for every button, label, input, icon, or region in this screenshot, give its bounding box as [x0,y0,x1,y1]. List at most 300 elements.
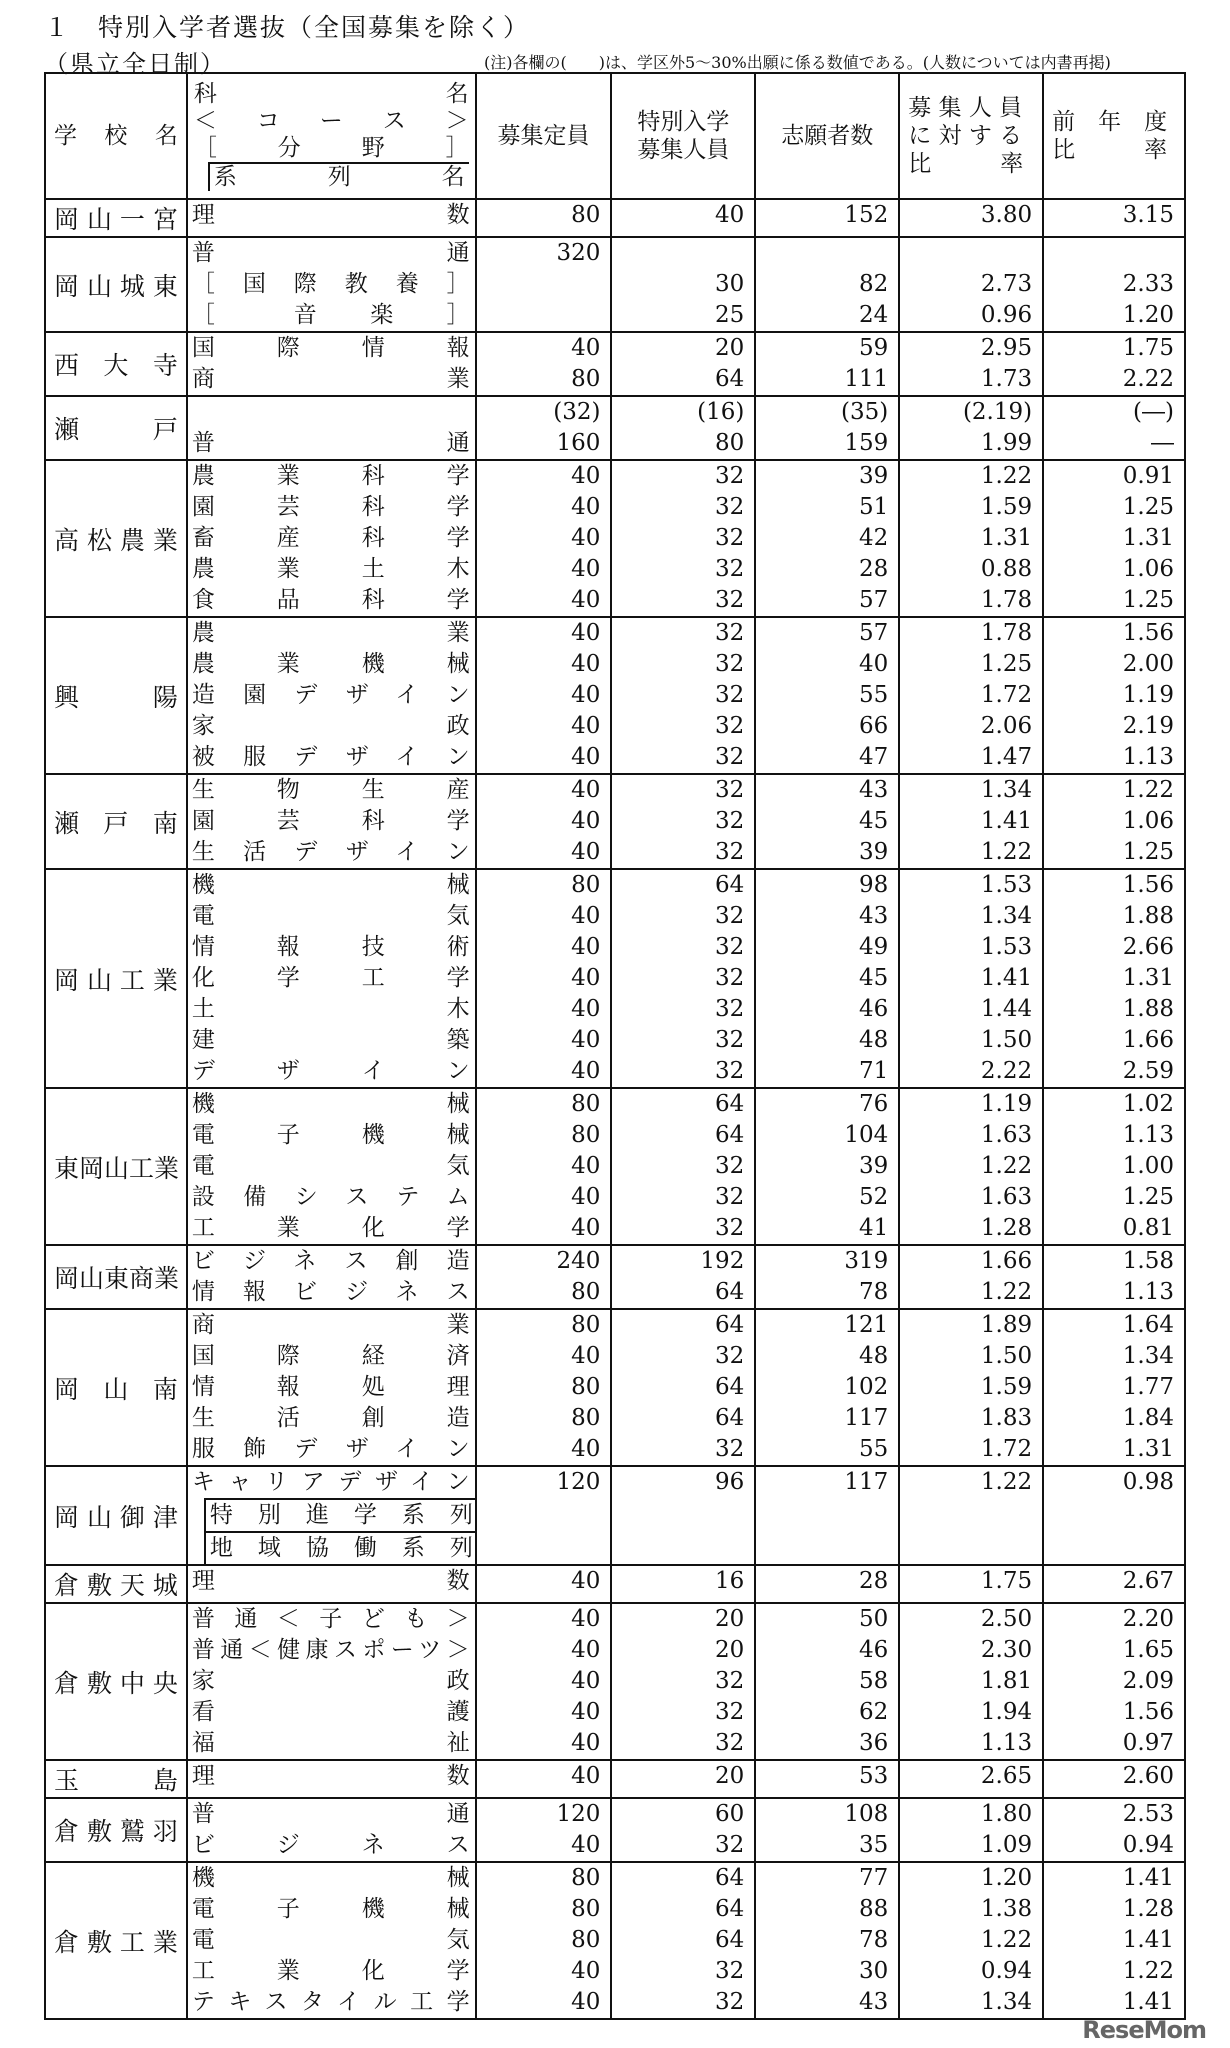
special-cell [611,1760,755,1798]
dept-cell [187,237,476,332]
prev-value: 1.19 [1122,682,1174,708]
capacity-cell [476,1862,612,2019]
prev-cell [1043,1565,1185,1603]
prev-value: 0.81 [1122,1215,1174,1241]
prev-cell [1043,460,1185,617]
prev-value [1044,238,1184,269]
applicants-value: 104 [844,1122,889,1148]
school-row [45,1565,1185,1603]
prev-value: 1.13 [1122,1279,1174,1305]
capacity-value: 40 [571,525,601,551]
capacity-value: 40 [571,777,601,803]
header-course-line2: ＜ コ ー ス ＞ [193,108,469,134]
capacity-value: 40 [571,1763,601,1789]
dept-cell [187,1245,476,1309]
special-value: 96 [715,1469,745,1495]
applicants-value: 28 [858,1568,889,1594]
school-row [45,199,1185,237]
dept-cell [187,1603,476,1760]
ratio-value: 1.34 [980,1989,1033,2015]
page-subtitle: （県立全日制） [44,50,226,78]
ratio-value [900,238,1042,269]
applicants-value: 39 [858,463,889,489]
special-value: 32 [715,744,745,770]
ratio-value: 1.63 [980,1122,1033,1148]
ratio-value: 1.66 [980,1248,1033,1274]
prev-value: 1.31 [1122,525,1174,551]
special-cell [611,1603,755,1760]
ratio-cell [899,1862,1043,2019]
dept-cell [187,1862,476,2019]
applicants-value: 45 [858,808,889,834]
capacity-value: 80 [571,1091,601,1117]
prev-value: 2.59 [1122,1058,1174,1084]
special-value: 32 [715,777,745,803]
dept-name: 生活デザイン [191,839,471,865]
ratio-value: 0.96 [980,302,1033,328]
applicants-value: 45 [858,965,889,991]
capacity-value: 40 [571,1343,601,1369]
applicants-cell [755,199,899,237]
applicants-value: 41 [858,1215,889,1241]
special-value: 20 [715,335,745,361]
dept-name: 工 業 化 学 [191,1215,471,1241]
prev-value: 1.13 [1122,1122,1174,1148]
prev-cell [1043,237,1185,332]
applicants-value: 39 [858,839,889,865]
school-row [45,1862,1185,2019]
dept-name: 農 業 [191,620,471,646]
applicants-value: 53 [858,1763,889,1789]
ratio-value: 1.72 [980,682,1033,708]
applicants-value [756,1529,898,1560]
ratio-value: 0.88 [980,556,1033,582]
applicants-value: 82 [858,271,889,297]
prev-cell [1043,617,1185,774]
applicants-value [756,1498,898,1529]
dept-name: テキスタイル工学 [191,1989,471,2015]
capacity-value: 40 [571,1668,601,1694]
capacity-cell [476,774,612,869]
applicants-value: 121 [844,1312,889,1338]
special-cell [611,396,755,460]
special-cell [611,1088,755,1245]
applicants-value: 77 [858,1865,889,1891]
capacity-value: 80 [571,1405,601,1431]
prev-value: 1.41 [1122,1865,1174,1891]
capacity-value: 320 [556,240,601,266]
resemom-logo: ReseMom [1082,2016,1206,2044]
dept-name: 情報ビジネス [191,1279,471,1305]
capacity-value [477,269,611,300]
header-capacity: 募集定員 [476,73,612,199]
special-value: 32 [715,525,745,551]
header-school: 学 校 名 [45,73,187,199]
applicants-value: 66 [858,713,889,739]
ratio-value: 2.65 [980,1763,1033,1789]
ratio-value: 0.94 [980,1958,1033,1984]
special-value: 32 [715,1832,745,1858]
capacity-value: 40 [571,463,601,489]
capacity-value: 40 [571,335,601,361]
special-value: (16) [697,399,745,425]
prev-value: 2.33 [1122,271,1174,297]
prev-value [1044,1529,1184,1560]
ratio-value: 1.78 [980,587,1033,613]
header-ratio: 募 集 人 員 に 対 す る 比 率 [899,73,1043,199]
ratio-value: 1.20 [980,1865,1033,1891]
prev-value: 1.56 [1122,872,1174,898]
prev-value: 1.22 [1122,1958,1174,1984]
ratio-cell [899,1798,1043,1862]
applicants-value: 78 [858,1279,889,1305]
capacity-value [477,300,611,331]
special-value: 32 [715,463,745,489]
dept-name: 生 物 生 産 [191,777,471,803]
special-value: 64 [715,1374,745,1400]
special-value: 32 [715,651,745,677]
applicants-cell [755,1760,899,1798]
school-name: 西大寺 [45,332,187,396]
prev-value: 0.97 [1122,1730,1174,1756]
dept-name: 電 子 機 械 [191,1122,471,1148]
header-course [187,73,476,199]
special-cell [611,199,755,237]
applicants-cell [755,460,899,617]
capacity-cell [476,237,612,332]
dept-name: 普 通 [191,430,471,456]
prev-value: 1.56 [1122,620,1174,646]
applicants-cell [755,1862,899,2019]
special-value: 32 [715,713,745,739]
capacity-cell [476,869,612,1088]
special-value: 32 [715,808,745,834]
capacity-value: 40 [571,1436,601,1462]
capacity-value: 40 [571,713,601,739]
applicants-value: 152 [844,202,889,228]
special-value: 32 [715,1436,745,1462]
capacity-cell [476,460,612,617]
special-value: 32 [715,620,745,646]
header-course-line4: 系 列 名 [208,162,469,191]
applicants-value: 108 [844,1801,889,1827]
school-name: 瀬戸南 [45,774,187,869]
special-value [612,238,754,269]
ratio-value: 1.47 [980,744,1033,770]
special-value: 32 [715,587,745,613]
dept-name: 食 品 科 学 [191,587,471,613]
applicants-value: 30 [858,1958,889,1984]
ratio-value: 2.50 [980,1606,1033,1632]
prev-cell [1043,199,1185,237]
prev-value: 1.00 [1122,1153,1174,1179]
prev-value: 1.64 [1122,1312,1174,1338]
ratio-value: 1.13 [980,1730,1033,1756]
special-value: 64 [715,1279,745,1305]
capacity-value: 40 [571,1153,601,1179]
ratio-value: 1.73 [980,366,1033,392]
header-applicants: 志願者数 [755,73,899,199]
prev-value: 2.67 [1122,1568,1174,1594]
dept-name: 園 芸 科 学 [191,808,471,834]
dept-name: 工 業 化 学 [191,1958,471,1984]
prev-value: 1.06 [1122,808,1174,834]
special-value: 64 [715,1122,745,1148]
prev-value: 1.25 [1122,587,1174,613]
dept-name: 情 報 技 術 [191,934,471,960]
special-value: 32 [715,1668,745,1694]
prev-value: 1.02 [1122,1091,1174,1117]
applicants-value: 71 [858,1058,889,1084]
school-name: 倉敷工業 [45,1862,187,2019]
school-row [45,1309,1185,1466]
applicants-value: 102 [844,1374,889,1400]
ratio-value: 1.53 [980,872,1033,898]
applicants-value: 98 [858,872,889,898]
applicants-value: 47 [858,744,889,770]
special-value: 20 [715,1637,745,1663]
capacity-value: 40 [571,965,601,991]
applicants-cell [755,396,899,460]
applicants-value: 51 [858,494,889,520]
capacity-value: 80 [571,1927,601,1953]
capacity-value: 80 [571,1896,601,1922]
ratio-value: 1.78 [980,620,1033,646]
special-value [612,1529,754,1560]
dept-name: 情 報 処 理 [191,1374,471,1400]
dept-name: 家 政 [191,713,471,739]
ratio-value: 3.80 [980,202,1033,228]
dept-name [188,397,475,428]
applicants-value: 117 [844,1469,889,1495]
special-value: 32 [715,1027,745,1053]
applicants-value: 111 [844,366,889,392]
dept-name: 普 通 [191,240,471,266]
header-course-line3: ［ 分 野 ］ [193,135,469,161]
ratio-cell [899,1466,1043,1565]
applicants-value: 52 [858,1184,889,1210]
prev-cell [1043,332,1185,396]
dept-name: 理 数 [191,202,471,228]
capacity-value: 40 [571,556,601,582]
school-name: 岡山城東 [45,237,187,332]
special-cell [611,869,755,1088]
applicants-value: 42 [858,525,889,551]
dept-cell [187,1565,476,1603]
applicants-value: 36 [858,1730,889,1756]
capacity-cell [476,1565,612,1603]
ratio-value: 2.73 [980,271,1033,297]
applicants-value: 46 [858,1637,889,1663]
school-row [45,460,1185,617]
school-row [45,1603,1185,1760]
prev-value: 1.65 [1122,1637,1174,1663]
dept-name: 機 械 [191,872,471,898]
capacity-value: 120 [556,1801,601,1827]
special-value: 64 [715,872,745,898]
ratio-cell [899,1309,1043,1466]
dept-name: 建 築 [191,1027,471,1053]
special-cell [611,1862,755,2019]
special-value: 32 [715,839,745,865]
special-value: 64 [715,1312,745,1338]
prev-value: 0.94 [1122,1832,1174,1858]
dept-name: ［ 音 楽 ］ [191,302,471,328]
prev-value: 2.53 [1122,1801,1174,1827]
special-value: 32 [715,1058,745,1084]
series-name: 地 域 協 働 系 列 [204,1531,475,1564]
capacity-value: 40 [571,744,601,770]
ratio-value: 1.83 [980,1405,1033,1431]
ratio-cell [899,1565,1043,1603]
dept-cell [187,332,476,396]
prev-value: 1.22 [1122,777,1174,803]
dept-cell [187,1088,476,1245]
dept-cell [187,869,476,1088]
dept-name: 園 芸 科 学 [191,494,471,520]
dept-name: ビジネス創造 [191,1248,471,1274]
prev-value: 1.34 [1122,1343,1174,1369]
capacity-value: 40 [571,1568,601,1594]
applicants-value: 117 [844,1405,889,1431]
dept-name: 生 活 創 造 [191,1405,471,1431]
dept-name: 設備システム [191,1184,471,1210]
prev-cell [1043,869,1185,1088]
prev-value: 1.56 [1122,1699,1174,1725]
capacity-cell [476,1088,612,1245]
prev-value: 1.41 [1122,1989,1174,2015]
ratio-value: 1.22 [980,463,1033,489]
special-value: 32 [715,556,745,582]
capacity-value: 40 [571,1958,601,1984]
ratio-value: 1.59 [980,494,1033,520]
school-row [45,1245,1185,1309]
school-name: 岡山御津 [45,1466,187,1565]
prev-value: 1.31 [1122,965,1174,991]
prev-value: 1.58 [1122,1248,1174,1274]
dept-name: 国 際 情 報 [191,335,471,361]
capacity-value: 40 [571,934,601,960]
applicants-value: 88 [858,1896,889,1922]
capacity-cell [476,1760,612,1798]
prev-value: 0.91 [1122,463,1174,489]
dept-cell [187,1760,476,1798]
capacity-value: 80 [571,1122,601,1148]
ratio-value: 1.38 [980,1896,1033,1922]
prev-cell [1043,1245,1185,1309]
applicants-cell [755,1466,899,1565]
prev-cell [1043,396,1185,460]
ratio-value: 1.89 [980,1312,1033,1338]
capacity-value: 160 [556,430,601,456]
school-name: 瀬戸 [45,396,187,460]
special-value: 64 [715,366,745,392]
capacity-value: 40 [571,587,601,613]
applicants-value: 35 [858,1832,889,1858]
dept-cell [187,1798,476,1862]
special-value: 32 [715,1215,745,1241]
dept-name: 商 業 [191,1312,471,1338]
applicants-cell [755,1798,899,1862]
table-body [45,199,1185,2019]
special-value: 32 [715,1989,745,2015]
capacity-value: 40 [571,1832,601,1858]
school-name: 岡山一宮 [45,199,187,237]
capacity-cell [476,332,612,396]
special-cell [611,460,755,617]
applicants-value: 58 [858,1668,889,1694]
applicants-value [756,238,898,269]
capacity-value: 40 [571,1699,601,1725]
capacity-value: 40 [571,1637,601,1663]
prev-value: 3.15 [1122,202,1174,228]
applicants-value: 48 [858,1343,889,1369]
applicants-value: 39 [858,1153,889,1179]
ratio-value: 1.31 [980,525,1033,551]
applicants-value: 55 [858,1436,889,1462]
special-value: 32 [715,1958,745,1984]
ratio-value: 1.25 [980,651,1033,677]
ratio-cell [899,199,1043,237]
capacity-value: 80 [571,1279,601,1305]
dept-cell [187,1466,476,1565]
school-name: 玉島 [45,1760,187,1798]
applicants-cell [755,774,899,869]
prev-value: 1.25 [1122,839,1174,865]
ratio-value: 1.99 [980,430,1033,456]
special-value: 64 [715,1927,745,1953]
capacity-cell [476,1603,612,1760]
dept-name: 福 祉 [191,1730,471,1756]
special-value [612,1498,754,1529]
applicants-value: 55 [858,682,889,708]
ratio-cell [899,1603,1043,1760]
prev-value: 2.20 [1122,1606,1174,1632]
dept-name: 化 学 工 学 [191,965,471,991]
prev-cell [1043,1309,1185,1466]
ratio-cell [899,396,1043,460]
ratio-value: 1.19 [980,1091,1033,1117]
capacity-value: 40 [571,682,601,708]
prev-cell [1043,1088,1185,1245]
prev-cell [1043,1466,1185,1565]
dept-name: 普通＜子ども＞ [191,1606,471,1632]
applicants-value: 24 [858,302,889,328]
dept-name: 理 数 [191,1568,471,1594]
applicants-value: 43 [858,1989,889,2015]
capacity-cell [476,199,612,237]
school-row [45,869,1185,1088]
school-name: 岡山南 [45,1309,187,1466]
special-cell [611,332,755,396]
special-value: 32 [715,1699,745,1725]
school-row [45,1760,1185,1798]
applicants-value: 46 [858,996,889,1022]
dept-name: 普 通 [191,1801,471,1827]
prev-value: 1.88 [1122,996,1174,1022]
table-note: (注)各欄の( )は、学区外5～30%出願に係る数値である。(人数については内書再掲) [484,53,1111,72]
ratio-cell [899,1088,1043,1245]
capacity-value: 80 [571,202,601,228]
applicants-cell [755,1245,899,1309]
ratio-cell [899,774,1043,869]
prev-value: 2.66 [1122,934,1174,960]
ratio-cell [899,460,1043,617]
dept-name: ［ 国 際 教 養 ］ [191,271,471,297]
ratio-value: 1.53 [980,934,1033,960]
special-cell [611,1565,755,1603]
school-name: 東岡山工業 [45,1088,187,1245]
